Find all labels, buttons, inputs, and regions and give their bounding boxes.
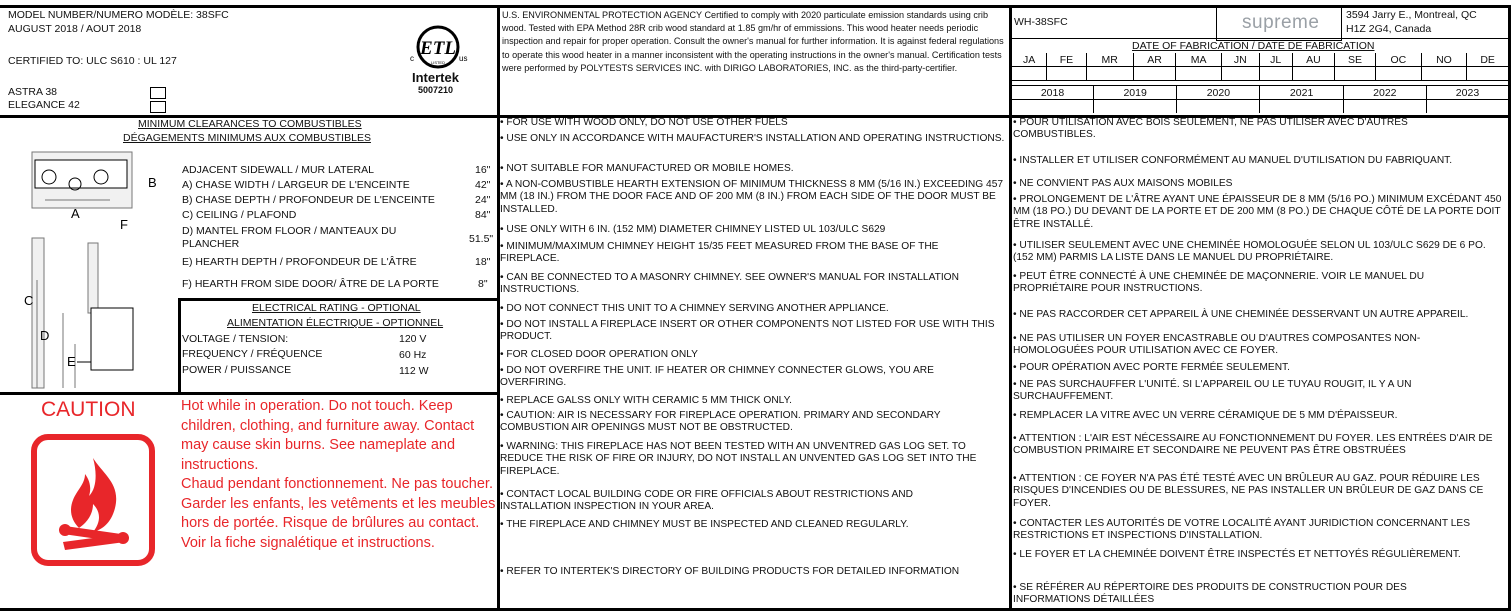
- month-check-cell[interactable]: [1176, 67, 1222, 81]
- warning-bullet: • CAN BE CONNECTED TO A MASONRY CHIMNEY. SEE OWNER'S MANUAL FOR INSTALLATION INSTRUCTIONS.: [500, 272, 959, 296]
- diagram-letter-f: F: [120, 217, 128, 232]
- diagram-letter-e: E: [67, 354, 76, 369]
- month-check-cell[interactable]: [1376, 67, 1422, 81]
- clearance-diagram: [15, 148, 165, 392]
- etl-listed: LISTED: [430, 60, 446, 65]
- month-cell: JN: [1221, 53, 1259, 67]
- hot-surface-fire-icon: [31, 434, 155, 566]
- caution-text-en: Hot while in operation. Do not touch. Keep children, clothing, and furniture away. Contact may cause skin burns. See nameplate and instructions.: [181, 398, 475, 473]
- checkbox-astra[interactable]: [150, 87, 166, 99]
- diagram-letter-a: A: [71, 206, 80, 221]
- clearances-title-en: MINIMUM CLEARANCES TO COMBUSTIBLES: [138, 118, 362, 130]
- warning-bullet-fr: • ATTENTION : CE FOYER N'A PAS ÉTÉ TESTÉ AVEC UN BRÛLEUR AU GAZ. POUR RÉDUIRE LES RISQUES D'INCENDIES OU DE BLESSURES, NE PAS INSTALLER UN BRÛLEUR DE GAZ DANS CE FOYER.: [1013, 473, 1484, 509]
- year-check-cell[interactable]: [1177, 100, 1260, 114]
- warning-bullet: • FOR USE WITH WOOD ONLY, DO NOT USE OTHER FUELS: [500, 117, 788, 128]
- warning-bullet-fr: • UTILISER SEULEMENT AVEC UNE CHEMINÉE HOMOLOGUÉE SELON UL 103/ULC S629 DE 6 PO. (152 MM) PARMIS LA LISTE DANS LE MANUEL DU PROPRIÉTAIRE.: [1013, 240, 1486, 264]
- warning-bullet-fr: • LE FOYER ET LA CHEMINÉE DOIVENT ÊTRE INSPECTÉS ET NETTOYÉS RÉGULIÈREMENT.: [1013, 549, 1461, 560]
- clearance-row-value: 84": [475, 209, 491, 221]
- warning-bullet-fr: • ATTENTION : L'AIR EST NÉCESSAIRE AU FONCTIONNEMENT DU FOYER. LES ENTRÉES D'AIR DE COMBUSTION PRIMAIRE ET SECONDAIRE NE PEUVENT PAS ÊTRE OBSTRUÉES: [1013, 433, 1493, 457]
- electrical-row-label: VOLTAGE / TENSION:: [182, 333, 289, 345]
- header-row-line: [1012, 38, 1508, 39]
- checkbox-elegance[interactable]: [150, 101, 166, 113]
- clearance-row-label: A) CHASE WIDTH / LARGEUR DE L'ENCEINTE: [182, 179, 410, 191]
- clearance-row-label: B) CHASE DEPTH / PROFONDEUR DE L'ENCEINTE: [182, 194, 435, 206]
- etl-logo: [398, 23, 478, 105]
- warning-bullet-fr: • POUR OPÉRATION AVEC PORTE FERMÉE SEULEMENT.: [1013, 362, 1290, 373]
- warning-bullet: • DO NOT CONNECT THIS UNIT TO A CHIMNEY SERVING ANOTHER APPLIANCE.: [500, 303, 889, 314]
- warning-bullet: • USE ONLY IN ACCORDANCE WITH MAUFACTURER'S INSTALLATION AND OPERATING INSTRUCTIONS.: [500, 133, 1005, 144]
- warning-bullet: • MINIMUM/MAXIMUM CHIMNEY HEIGHT 15/35 FEET MEASURED FROM THE BASE OF THE FIREPLACE.: [500, 241, 939, 265]
- diagram-letter-c: C: [24, 293, 34, 308]
- electrical-row-value: 120 V: [399, 333, 427, 345]
- address-line-2: H1Z 2G4, Canada: [1346, 23, 1432, 35]
- month-cell: DE: [1467, 53, 1508, 67]
- clearance-row-value: 42": [475, 179, 491, 191]
- clearance-row-label: ADJACENT SIDEWALL / MUR LATERAL: [182, 164, 374, 176]
- diagram-letter-d: D: [40, 328, 50, 343]
- warning-bullet: • REPLACE GALSS ONLY WITH CERAMIC 5 MM THICK ONLY.: [500, 395, 792, 406]
- warning-bullet-fr: • NE PAS SURCHAUFFER L'UNITÉ. SI L'APPAREIL OU LE TUYAU ROUGIT, IL Y A UN SURCHAUFFEMENT.: [1013, 379, 1412, 403]
- month-cell: MR: [1086, 53, 1133, 67]
- warning-bullet-fr: • PROLONGEMENT DE L'ÂTRE AYANT UNE ÉPAISSEUR DE 8 MM (5/16 PO.) MINIMUM EXCÉDANT 450 MM (18 PO.) DU DEVANT DE LA PORTE ET DE 200 MM (8 PO.) DE CHAQUE CÔTÉ DE LA PORTE DOIT ÊTRE INSTALLÉ.: [1013, 194, 1502, 230]
- month-check-cell[interactable]: [1012, 67, 1047, 81]
- year-cell: 2023: [1426, 86, 1508, 100]
- caution-title: CAUTION: [41, 398, 136, 421]
- electrical-row-label: FREQUENCY / FRÉQUENCE: [182, 348, 323, 360]
- month-check-cell[interactable]: [1421, 67, 1467, 81]
- clearance-row-value: 24": [475, 194, 491, 206]
- year-check-cell[interactable]: [1094, 100, 1177, 114]
- warning-bullet: • WARNING: THIS FIREPLACE HAS NOT BEEN TESTED WITH AN UNVENTRED GAS LOG SET. TO REDUCE THE RISK OF FIRE OR INJURY, DO NOT INSTALL AN UNVENTED GAS LOG SET INTO THE FIREPLACE.: [500, 441, 977, 477]
- etl-text: ETL: [420, 38, 456, 59]
- month-cell: AU: [1292, 53, 1334, 67]
- clearance-row-value: 8": [478, 278, 488, 290]
- warning-bullet: • USE ONLY WITH 6 IN. (152 MM) DIAMETER CHIMNEY LISTED UL 103/ULC S629: [500, 224, 886, 235]
- year-cell: 2020: [1177, 86, 1260, 100]
- warning-bullet: • THE FIREPLACE AND CHIMNEY MUST BE INSPECTED AND CLEANED REGULARLY.: [500, 519, 909, 530]
- month-check-cell[interactable]: [1467, 67, 1508, 81]
- clearance-row-value: 16": [475, 164, 491, 176]
- clearance-row-label: D) MANTEL FROM FLOOR / MANTEAUX DU PLANCHER: [182, 225, 397, 250]
- electrical-title-en: ELECTRICAL RATING - OPTIONAL: [252, 302, 421, 314]
- clearance-row-label: E) HEARTH DEPTH / PROFONDEUR DE L'ÂTRE: [182, 256, 417, 268]
- clearance-row-label: F) HEARTH FROM SIDE DOOR/ ÂTRE DE LA PORTE: [182, 278, 439, 290]
- clearance-row-value: 51.5": [469, 233, 494, 245]
- warning-bullet: • DO NOT OVERFIRE THE UNIT. IF HEATER OR CHIMNEY CONNECTER GLOWS, YOU ARE OVERFIRING.: [500, 365, 934, 389]
- etl-c: c: [410, 54, 414, 63]
- clearance-row-label: C) CEILING / PLAFOND: [182, 209, 297, 221]
- month-check-cell[interactable]: [1047, 67, 1086, 81]
- intertek-wordmark: Intertek: [412, 70, 459, 85]
- etl-us: us: [459, 54, 468, 63]
- certified-line: CERTIFIED TO: ULC S610 : UL 127: [8, 55, 177, 67]
- fabrication-month-table: [1012, 53, 1508, 81]
- brand-logo: supreme: [1242, 12, 1320, 33]
- month-cell: OC: [1376, 53, 1422, 67]
- option-elegance: ELEGANCE 42: [8, 99, 80, 111]
- model-number: MODEL NUMBER/NUMERO MODÈLE: 38SFC: [8, 9, 229, 21]
- month-check-cell[interactable]: [1086, 67, 1133, 81]
- warning-bullet: • CONTACT LOCAL BUILDING CODE OR FIRE OFFICIALS ABOUT RESTRICTIONS AND INSTALLATION INSPECTION IN YOUR AREA.: [500, 489, 914, 513]
- bottom-border: [0, 608, 1511, 611]
- warning-bullet: • REFER TO INTERTEK'S DIRECTORY OF BUILDING PRODUCTS FOR DETAILED INFORMATION: [500, 566, 960, 577]
- electrical-box-top: [178, 298, 498, 301]
- date-line: AUGUST 2018 / AOUT 2018: [8, 23, 142, 35]
- year-cell: 2019: [1094, 86, 1177, 100]
- warning-bullet-fr: • REMPLACER LA VITRE AVEC UN VERRE CÉRAMIQUE DE 5 MM D'ÉPAISSEUR.: [1013, 410, 1398, 421]
- fabrication-year-table: [1012, 85, 1508, 113]
- month-check-cell[interactable]: [1221, 67, 1259, 81]
- warning-bullet-fr: • CONTACTER LES AUTORITÉS DE VOTRE LOCALITÉ AYANT JURIDICTION CONCERNANT LES RESTRICTIONS ET INSPECTIONS D'INSTALLATION.: [1013, 518, 1470, 542]
- warning-bullet-fr: • INSTALLER ET UTILISER CONFORMÉMENT AU MANUEL D'UTILISATION DU FABRIQUANT.: [1013, 155, 1453, 166]
- warning-bullet: • A NON-COMBUSTIBLE HEARTH EXTENSION OF MINIMUM THICKNESS 8 MM (5/16 IN.) EXCEEDING 457 MM (18 IN.) FROM THE DOOR FACE AND OF 200 MM (8 IN.) FROM EACH SIDE OF THE DOOR MUST BE INSTALLED.: [500, 179, 1004, 215]
- month-cell: MA: [1176, 53, 1222, 67]
- month-cell: SE: [1335, 53, 1376, 67]
- warning-bullet-fr: • POUR UTILISATION AVEC BOIS SEULEMENT, NE PAS UTILISER AVEC D'AUTRES COMBUSTIBLES.: [1013, 117, 1408, 141]
- month-cell: FE: [1047, 53, 1086, 67]
- address-line-1: 3594 Jarry E., Montreal, QC: [1346, 9, 1477, 21]
- year-cell: 2022: [1343, 86, 1426, 100]
- warning-bullet-fr: • NE PAS RACCORDER CET APPAREIL À UNE CHEMINÉE DESSERVANT UN AUTRE APPAREIL.: [1013, 309, 1469, 320]
- warning-bullet-fr: • NE PAS UTILISER UN FOYER ENCASTRABLE OU D'AUTRES COMPOSANTES NON-HOMOLOGUÉES POUR UTILISATION AVEC CE FOYER.: [1013, 333, 1421, 357]
- electrical-title-fr: ALIMENTATION ÉLECTRIQUE - OPTIONNEL: [227, 317, 444, 329]
- electrical-row-value: 112 W: [399, 365, 429, 377]
- clearances-title-fr: DÉGAGEMENTS MINIMUMS AUX COMBUSTIBLES: [123, 132, 371, 144]
- warning-bullet: • FOR CLOSED DOOR OPERATION ONLY: [500, 349, 698, 360]
- year-cell: 2018: [1012, 86, 1094, 100]
- month-cell: JA: [1012, 53, 1047, 67]
- model-code: WH-38SFC: [1014, 16, 1068, 28]
- month-check-cell[interactable]: [1335, 67, 1376, 81]
- year-cell: 2021: [1260, 86, 1343, 100]
- warning-bullet: • DO NOT INSTALL A FIREPLACE INSERT OR OTHER COMPONENTS NOT LISTED FOR USE WITH THIS PRODUCT.: [500, 319, 995, 343]
- caution-text-fr: Chaud pendant fonctionnement. Ne pas toucher. Garder les enfants, les vetêments et les meubles hors de portée. Risque de brûlures au contact. Voir la fiche signalétique et instructions.: [181, 476, 496, 551]
- warning-bullet-fr: • SE RÉFÉRER AU RÉPERTOIRE DES PRODUITS DE CONSTRUCTION POUR DES INFORMATIONS DÉTAILLÉES: [1013, 582, 1407, 606]
- clearance-row-value: 18": [475, 256, 491, 268]
- option-astra: ASTRA 38: [8, 86, 58, 98]
- month-check-cell[interactable]: [1292, 67, 1334, 81]
- month-cell: NO: [1421, 53, 1467, 67]
- etl-mark-icon: [398, 23, 478, 73]
- month-check-cell[interactable]: [1133, 67, 1175, 81]
- warning-bullet: • NOT SUITABLE FOR MANUFACTURED OR MOBILE HOMES.: [500, 163, 794, 174]
- warning-bullet-fr: • NE CONVIENT PAS AUX MAISONS MOBILES: [1013, 178, 1233, 189]
- warning-bullet: • CAUTION: AIR IS NECESSARY FOR FIREPLACE OPERATION. PRIMARY AND SECONDARY COMBUSTION AIR OPENINGS MUST NOT BE OBSTRUCTED.: [500, 410, 941, 434]
- year-check-cell[interactable]: [1426, 100, 1508, 114]
- month-cell: JL: [1259, 53, 1292, 67]
- month-check-cell[interactable]: [1259, 67, 1292, 81]
- electrical-row-value: 60 Hz: [399, 349, 427, 361]
- year-check-cell[interactable]: [1260, 100, 1343, 114]
- diagram-letter-b: B: [148, 175, 157, 190]
- epa-statement: U.S. ENVIRONMENTAL PROTECTION AGENCY Certified to comply with 2020 particulate emission standards using crib wood. Tested with EPA Method 28R crib wood standard at 1.85 gm/hr of emmissions. This wood heater needs periodic inspection and repair for proper operation. Consult the owner's manual for further information. It is against federal regulations to operate this wood heater in a manner inconsistent with the operating instructions in the owner's manual. Certification tests were performed by POLYTESTS SERVICES INC. with DIRIGO LABORATORIES, INC. as the third-party-certifier.: [502, 10, 1004, 73]
- electrical-row-label: POWER / PUISSANCE: [182, 364, 292, 376]
- month-cell: AR: [1133, 53, 1175, 67]
- fabrication-title: DATE OF FABRICATION / DATE DE FABRICATION: [1132, 40, 1375, 52]
- electrical-box-left: [178, 298, 181, 394]
- year-check-cell[interactable]: [1343, 100, 1426, 114]
- warning-bullet-fr: • PEUT ÊTRE CONNECTÉ À UNE CHEMINÉE DE MAÇONNERIE. VOIR LE MANUEL DU PROPRIÉTAIRE POUR INSTRUCTIONS.: [1013, 271, 1425, 295]
- intertek-number: 5007210: [418, 85, 454, 95]
- caution-divider: [0, 392, 498, 395]
- year-check-cell[interactable]: [1012, 100, 1094, 114]
